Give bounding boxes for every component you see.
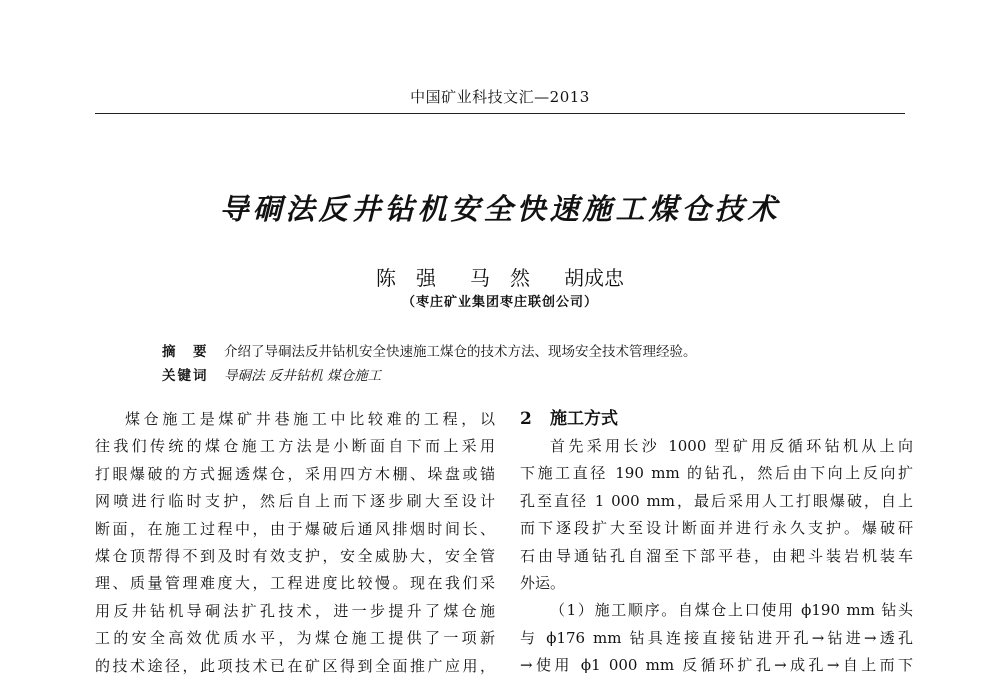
body-line: 用反井钻机导硐法扩孔技术，进一步提升了煤仓施	[95, 601, 495, 620]
body-line: 网喷进行临时支护，然后自上而下逐步刷大至设计	[95, 492, 495, 511]
section-heading	[520, 406, 913, 433]
body-line: 煤仓施工是煤矿井巷施工中比较难的工程，以	[125, 410, 495, 428]
keywords-text: 导硐法 反井钻机 煤仓施工	[224, 368, 382, 384]
abstract-text: 介绍了导硐法反井钻机安全快速施工煤仓的技术方法、现场安全技术管理经验。	[224, 344, 697, 360]
body-line: 石由导通钻孔自溜至下部平巷，由耙斗装岩机装车	[520, 546, 913, 565]
running-head: 中国矿业科技文汇—2013	[410, 88, 590, 106]
author-1: 陈 强	[376, 266, 436, 290]
section-title: 施工方式	[550, 409, 618, 429]
left-column	[95, 406, 495, 680]
author-list	[0, 262, 1000, 291]
author-2: 马 然	[470, 266, 530, 290]
body-line: 打眼爆破的方式掘透煤仓，采用四方木棚、垛盘或锚	[95, 464, 495, 483]
body-line: 首先采用长沙 1000 型矿用反循环钻机从上向	[550, 437, 913, 455]
author-3: 胡成忠	[564, 266, 624, 290]
body-line: 理、质量管理难度大，工程进度比较慢。现在我们采	[95, 574, 495, 593]
body-line: 与 ϕ176 mm 钻具连接直接钻进开孔→钻进→透孔	[520, 628, 913, 647]
article-title: 导硐法反井钻机安全快速施工煤仓技术	[219, 192, 781, 226]
section-number: 2	[520, 409, 532, 429]
keywords	[162, 364, 902, 384]
right-column	[520, 406, 913, 680]
body-line: 工的安全高效优质水平，为煤仓施工提供了一项新	[95, 629, 495, 648]
body-line: 外运。	[520, 574, 566, 593]
body-line: 的技术途径，此项技术已在矿区得到全面推广应用，	[95, 656, 495, 675]
body-line: 而下逐段扩大至设计断面并进行永久支护。爆破矸	[520, 519, 913, 538]
affiliation: （枣庄矿业集团枣庄联创公司）	[401, 295, 598, 310]
keywords-label: 关键词	[162, 368, 209, 384]
body-line: （1）施工顺序。自煤仓上口使用 ϕ190 mm 钻头	[550, 601, 913, 620]
body-line: 往我们传统的煤仓施工方法是小断面自下而上采用	[95, 437, 495, 456]
abstract-label: 摘 要	[162, 344, 209, 360]
body-line: 断面，在施工过程中，由于爆破后通风排烟时间长、	[95, 519, 495, 538]
body-line: 煤仓顶帮得不到及时有效支护，安全威胁大，安全管	[95, 547, 495, 566]
abstract	[162, 340, 902, 360]
header-rule	[95, 113, 905, 114]
body-line: →使用 ϕ1 000 mm 反循环扩孔→成孔→自上而下	[520, 656, 913, 675]
body-line: 孔至直径 1 000 mm，最后采用人工打眼爆破，自上	[520, 491, 913, 510]
body-line: 下施工直径 190 mm 的钻孔，然后由下向上反向扩	[520, 464, 913, 483]
